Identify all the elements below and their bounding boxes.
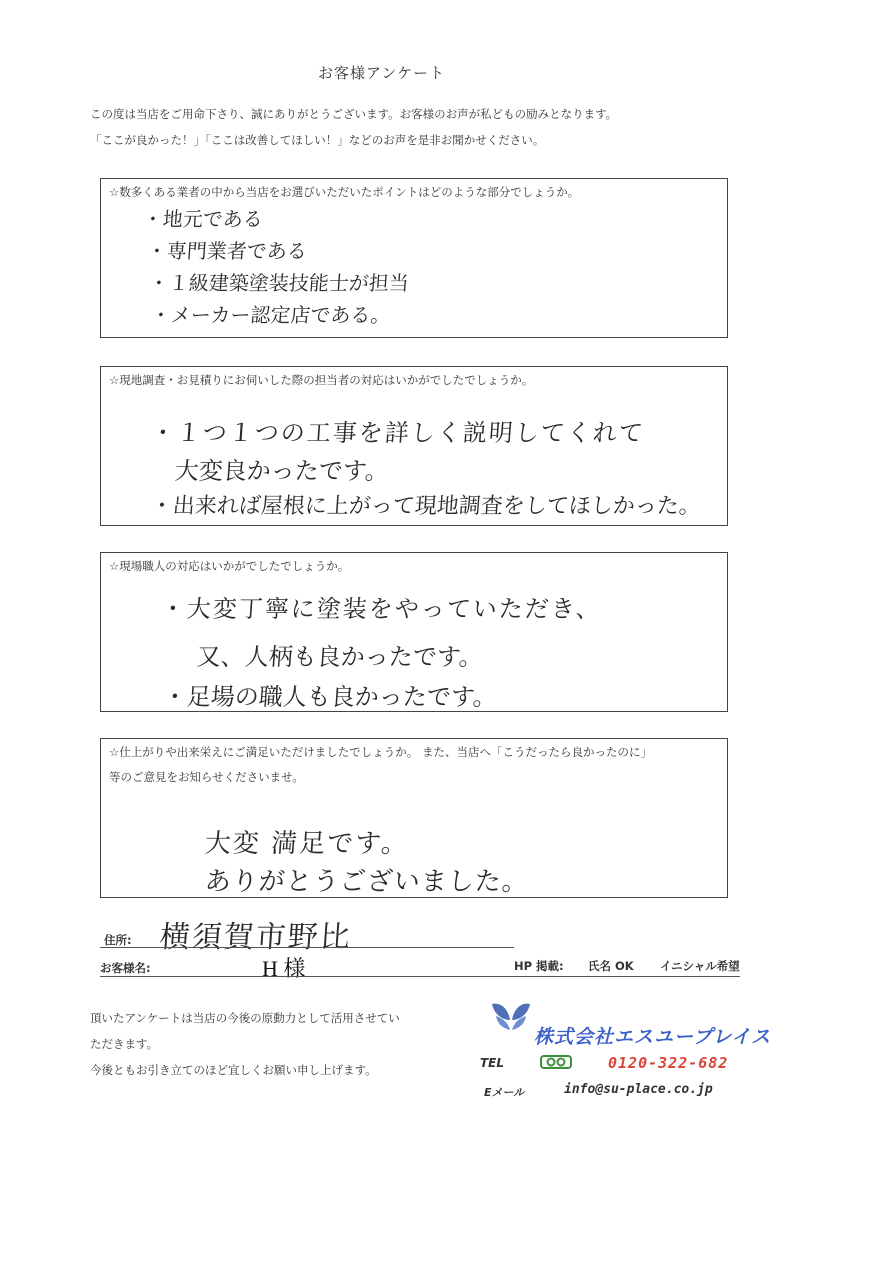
question-1: ☆数多くある業者の中から当店をお選びいただいたポイントはどのような部分でしょうか。 (109, 185, 580, 199)
footer-note-line-1: 頂いたアンケートは当店の今後の原動力として活用させてい (90, 1011, 400, 1025)
customer-name-underline (100, 976, 740, 977)
answer-2-2: 大変良かったです。 (173, 457, 390, 485)
answer-1-3: ・１級建築塗装技能士が担当 (148, 271, 410, 295)
answer-3-1: ・大変丁寧に塗装をやっていただき、 (159, 595, 603, 623)
question-box-3 (100, 552, 728, 712)
footer-note-line-2: ただきます。 (90, 1037, 159, 1051)
question-box-1 (100, 178, 728, 338)
intro-line-1: この度は当店をご用命下さり、誠にありがとうございます。お客様のお声が私どもの励みとなります。 (90, 107, 618, 121)
intro-line-2: 「ここが良かった！」「ここは改善してほしい！」などのお声を是非お聞かせください。 (90, 133, 545, 147)
answer-2-3: ・出来れば屋根に上がって現地調査をしてほしかった。 (149, 494, 702, 519)
survey-title: お客様アンケート (318, 64, 446, 82)
hp-option-name-ok: 氏名 OK (588, 959, 634, 973)
email-address: info@su-place.co.jp (564, 1082, 713, 1097)
address-underline (100, 947, 514, 948)
answer-3-2: 又、人柄も良かったです。 (195, 643, 484, 671)
hp-option-initial: イニシャル希望 (660, 959, 740, 973)
email-label: Eメール (484, 1086, 525, 1099)
answer-1-2: ・専門業者である (146, 239, 308, 263)
question-box-4 (100, 738, 728, 898)
question-3: ☆現場職人の対応はいかがでしたでしょうか。 (109, 559, 350, 573)
question-box-2 (100, 366, 728, 526)
question-4-line-2: 等のご意見をお知らせくださいませ。 (109, 770, 304, 784)
answer-4-2: ありがとうございました。 (203, 867, 530, 897)
answer-4-1: 大変 満足です。 (203, 829, 411, 859)
hp-label: HP 掲載: (514, 959, 564, 973)
phone-number: 0120-322-682 (608, 1054, 729, 1072)
answer-1-4: ・メーカー認定店である。 (150, 303, 392, 327)
address-label: 住所: (104, 933, 132, 947)
customer-name-value: H 様 (262, 956, 306, 981)
tel-label: TEL (480, 1056, 505, 1070)
answer-1-1: ・地元である (142, 207, 264, 231)
address-value: 横須賀市野比 (158, 920, 353, 955)
answer-3-3: ・足場の職人も良かったです。 (161, 683, 498, 711)
question-2: ☆現地調査・お見積りにお伺いした際の担当者の対応はいかがでしたでしょうか。 (109, 373, 534, 387)
question-4-line-1: ☆仕上がりや出来栄えにご満足いただけましたでしょうか。 また、当店へ「こうだったら良かったのに」 (109, 745, 652, 759)
company-logo-icon (490, 1000, 532, 1034)
free-dial-icon (540, 1054, 572, 1070)
customer-name-label: お客様名: (100, 961, 151, 975)
answer-2-1: ・１つ１つの工事を詳しく説明してくれて (149, 419, 646, 447)
company-name: 株式会社エスユープレイス (534, 1026, 772, 1048)
footer-note-line-3: 今後ともお引き立てのほど宜しくお願い申し上げます。 (90, 1063, 377, 1077)
